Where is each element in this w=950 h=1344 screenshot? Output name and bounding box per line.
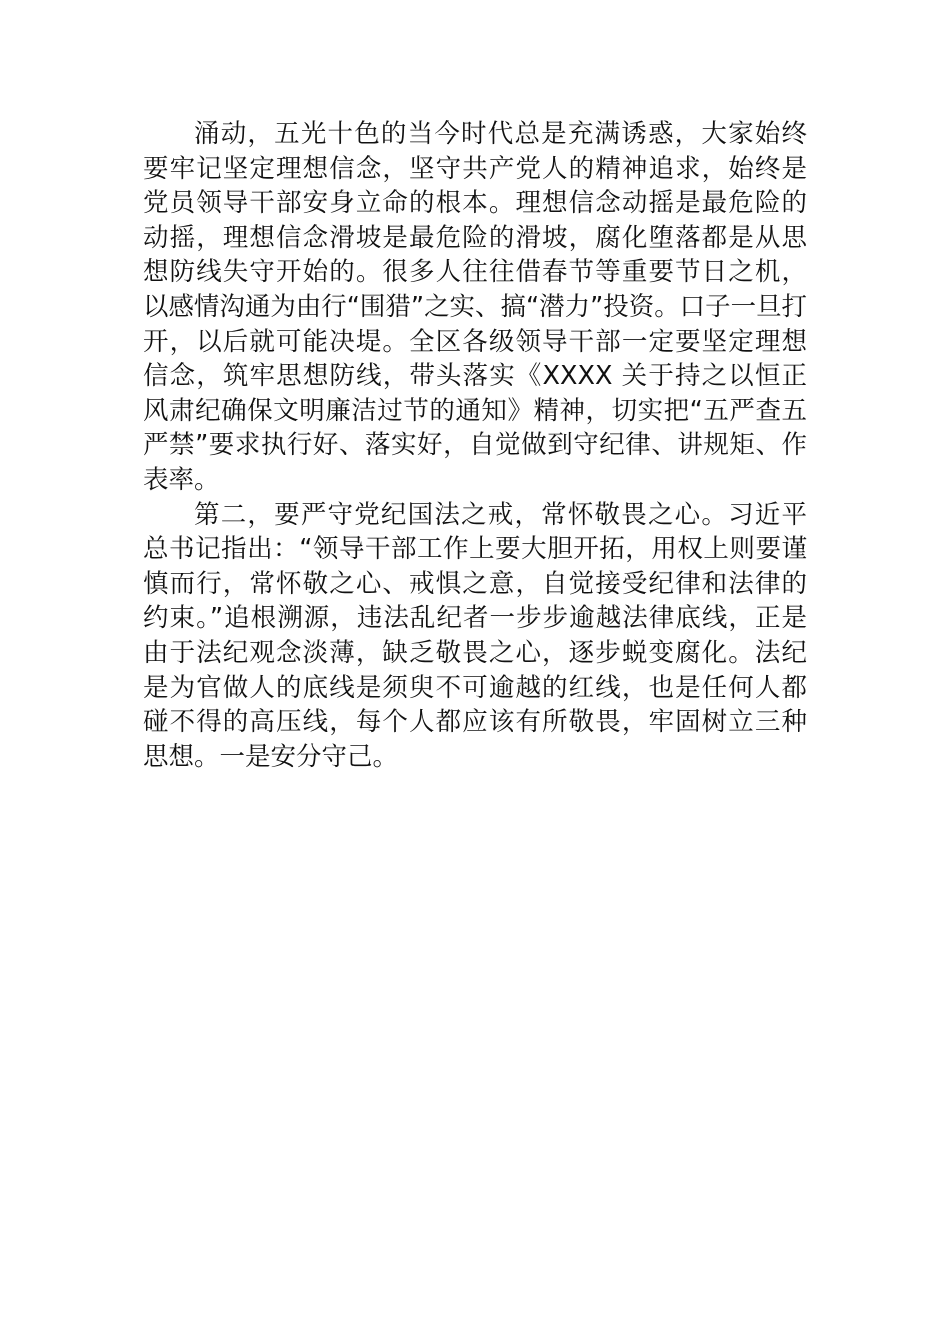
text-line: 约束。”追根溯源，违法乱纪者一步步逾越法律底线，正是: [143, 603, 807, 634]
text-line: 严禁”要求执行好、落实好，自觉做到守纪律、讲规矩、作: [143, 430, 807, 461]
document-body: [143, 117, 807, 774]
text-line: 想防线失守开始的。很多人往往借春节等重要节日之机，: [143, 257, 807, 288]
text-line: 涌动，五光十色的当今时代总是充满诱惑，大家始终: [194, 119, 807, 149]
text-line: 表率。: [143, 464, 220, 495]
text-line: 动摇，理想信念滑坡是最危险的滑坡，腐化堕落都是从思: [143, 222, 807, 253]
text-line: 第二，要严守党纪国法之戒，常怀敬畏之心。习近平: [194, 499, 807, 530]
text-line: 党员领导干部安身立命的根本。理想信念动摇是最危险的: [143, 188, 807, 219]
text-line: 由于法纪观念淡薄，缺乏敬畏之心，逐步蜕变腐化。法纪: [143, 637, 807, 668]
text-line: 慎而行，常怀敬之心、戒惧之意，自觉接受纪律和法律的: [143, 568, 807, 599]
paragraph-2: [143, 498, 807, 775]
text-line: 信念，筑牢思想防线，带头落实《XXXX 关于持之以恒正: [143, 361, 807, 392]
text-line: 是为官做人的底线是须臾不可逾越的红线，也是任何人都: [143, 672, 807, 703]
text-line: 碰不得的高压线，每个人都应该有所敬畏，牢固树立三种: [143, 707, 807, 738]
text-line: 开，以后就可能决堤。全区各级领导干部一定要坚定理想: [143, 326, 807, 357]
text-line: 风肃纪确保文明廉洁过节的通知》精神，切实把“五严查五: [143, 395, 807, 426]
text-line: 思想。一是安分守己。: [143, 741, 399, 772]
paragraph-1: [143, 117, 807, 498]
text-line: 以感情沟通为由行“围猎”之实、搞“潜力”投资。口子一旦打: [143, 291, 807, 322]
text-line: 要牢记坚定理想信念，坚守共产党人的精神追求，始终是: [143, 153, 807, 184]
text-line: 总书记指出：“领导干部工作上要大胆开拓，用权上则要谨: [143, 534, 807, 565]
